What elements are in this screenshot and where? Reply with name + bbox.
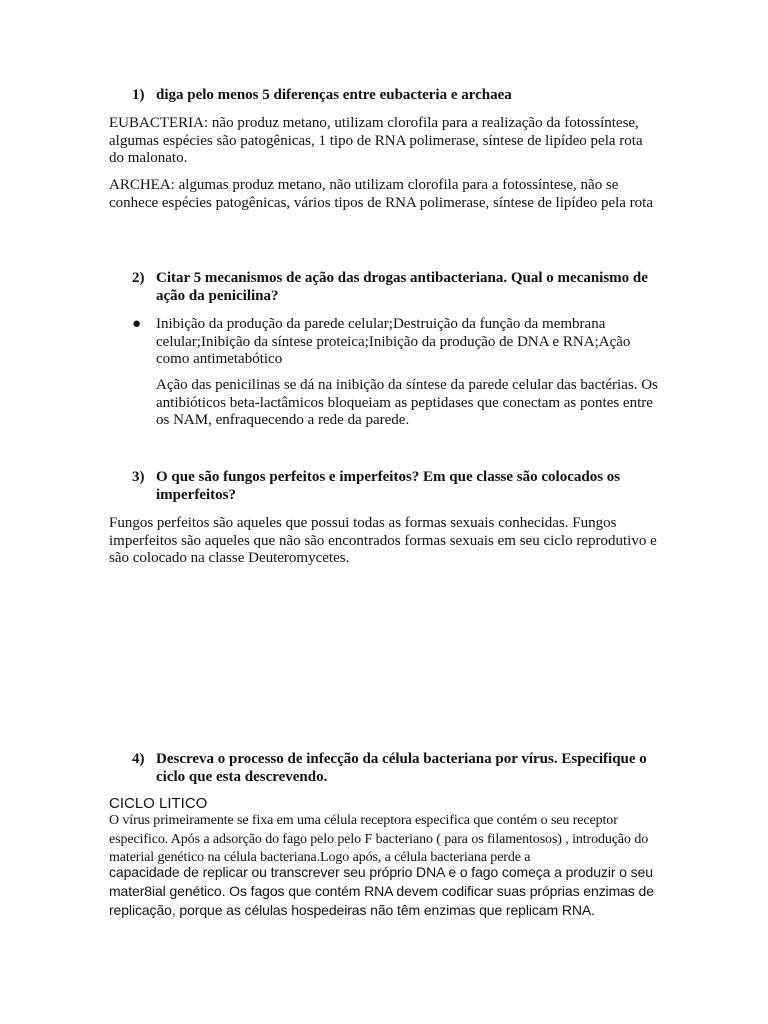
- question-text: O que são fungos perfeitos e imperfeitos? Em que classe são colocados os imperfeitos?: [156, 469, 621, 503]
- question-text: diga pelo menos 5 diferenças entre eubacteria e archaea: [156, 87, 512, 103]
- eubacteria-answer: EUBACTERIA: não produz metano, utilizam clorofila para a realização da fotossíntese, algumas espécies são patogênicas, 1 tipo de RNA polimerase, síntese de lipídeo pela rota do malonato.: [109, 115, 643, 166]
- question-1: [132, 86, 660, 104]
- fungi-answer: Fungos perfeitos são aqueles que possui todas as formas sexuais conhecidas. Fungos imperfeitos são aqueles que não são encontrados formas sexuais em seu ciclo reprodutivo e são colocado na classe Deuteromycetes.: [109, 515, 657, 566]
- question-number: 4): [132, 751, 145, 767]
- question-2: [132, 269, 660, 305]
- infection-answer-part1: O vírus primeiramente se fixa em uma célula receptora especifica que contém o seu receptor especifico. Após a adsorção do fago pelo pelo F bacteriano ( para os filamentosos) , introdução do material genético na célula bacteriana.Logo após, a célula bacteriana perde a: [109, 813, 649, 865]
- archea-answer: ARCHEA: algumas produz metano, não utilizam clorofila para a fotossíntese, não se conhece espécies patogênicas, vários tipos de RNA polimerase, síntese de lipídeo pela rota: [109, 177, 653, 211]
- cycle-title: CICLO LITICO: [109, 795, 208, 812]
- question-3: [132, 468, 660, 504]
- mechanisms-list-item: [132, 316, 660, 369]
- question-number: 3): [132, 469, 145, 485]
- mechanisms-text: Inibição da produção da parede celular;Destruição da função da membrana celular;Inibição da síntese proteica;Inibição da produção de DNA e RNA;Ação como antimetabótico: [156, 316, 631, 367]
- question-4: [132, 750, 660, 786]
- question-number: 1): [132, 87, 145, 103]
- question-number: 2): [132, 270, 145, 286]
- penicillin-answer: Ação das penicilinas se dá na inibição da síntese da parede celular das bactérias. Os antibióticos beta-lactâmicos bloqueiam as peptidases que conectam as pontes entre os NAM, enfraquecendo a rede da parede.: [156, 377, 658, 428]
- question-text: Descreva o processo de infecção da célula bacteriana por vírus. Especifique o ciclo que esta descrevendo.: [156, 751, 647, 785]
- infection-answer-part2: capacidade de replicar ou transcrever seu próprio DNA e o fago começa a produzir o seu mater8ial genético. Os fagos que contém RNA devem codificar suas próprias enzimas de replicação, porque as células hospedeiras não têm enzimas que replicam RNA.: [109, 864, 654, 918]
- bullet-icon: ●: [132, 316, 142, 332]
- question-text: Citar 5 mecanismos de ação das drogas antibacteriana. Qual o mecanismo de ação da penicilina?: [156, 270, 648, 304]
